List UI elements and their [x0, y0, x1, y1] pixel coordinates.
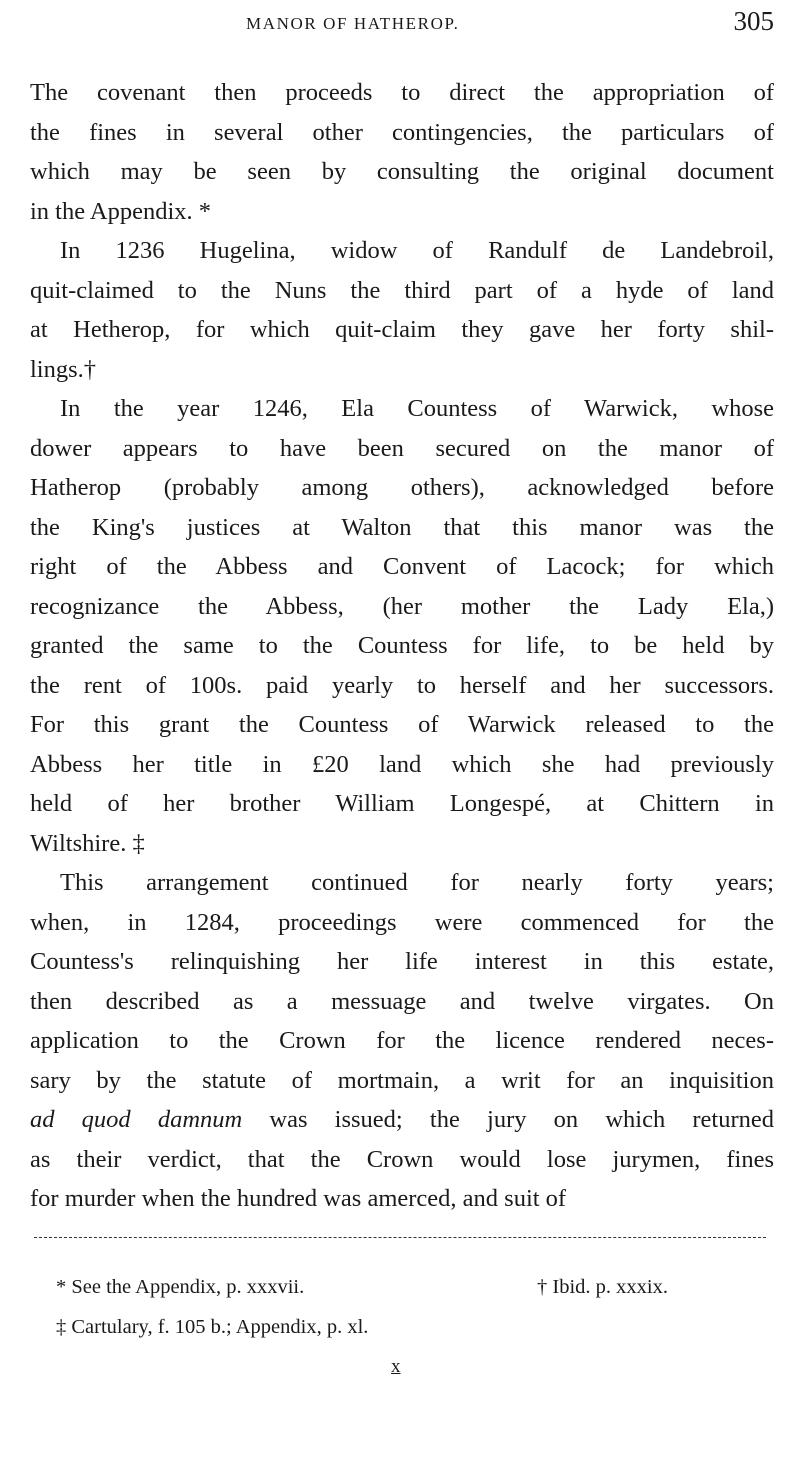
text-line: In the year 1246, Ela Countess of Warwick, whose	[60, 395, 774, 422]
paragraph	[30, 73, 774, 231]
footnote-3: ‡ Cartulary, f. 105 b.; Appendix, p. xl.	[56, 1316, 369, 1338]
footnote-rule	[34, 1237, 766, 1238]
text-line: quit-claimed to the Nuns the third part of a hyde of land	[30, 276, 774, 304]
text-line: as their verdict, that the Crown would lose jurymen, fines	[30, 1145, 774, 1173]
page-number: 305	[733, 6, 774, 36]
text-line: sary by the statute of mortmain, a writ for an inquisition	[30, 1066, 774, 1094]
text-line: This arrangement continued for nearly forty years;	[60, 869, 774, 896]
text-line: the King's justices at Walton that this manor was the	[30, 513, 774, 541]
text-line: The covenant then proceeds to direct the appropriation of	[30, 79, 774, 106]
running-title: MANOR OF HATHEROP.	[246, 14, 460, 33]
footnote-2: † Ibid. p. xxxix.	[537, 1276, 668, 1298]
paragraph	[30, 389, 774, 863]
signature-mark: x	[391, 1356, 401, 1377]
text-line: For this grant the Countess of Warwick released to the	[30, 711, 774, 738]
text-line: recognizance the Abbess, (her mother the Lady Ela,)	[30, 592, 774, 620]
text-line: dower appears to have been secured on the manor of	[30, 434, 774, 462]
footnote-1: * See the Appendix, p. xxxvii.	[56, 1276, 305, 1298]
paragraph	[30, 863, 774, 1219]
text-line: granted the same to the Countess for life, to be held by	[30, 632, 774, 659]
text-line: Hatherop (probably among others), acknowledged before	[30, 474, 774, 501]
text-line: the rent of 100s. paid yearly to herself and her successors.	[30, 671, 774, 699]
text-line: which may be seen by consulting the original document	[30, 158, 774, 185]
text-line: at Hetherop, for which quit-claim they gave her forty shil-	[30, 316, 774, 343]
text-line: for murder when the hundred was amerced, and suit of	[30, 1185, 567, 1212]
text-line: in the Appendix. *	[30, 197, 212, 225]
text-line: right of the Abbess and Convent of Lacock; for which	[30, 553, 774, 580]
text-line: Abbess her title in £20 land which she had previously	[30, 750, 774, 778]
text-line: held of her brother William Longespé, at Chittern in	[30, 790, 774, 817]
paragraph	[30, 231, 774, 389]
text-line: then described as a messuage and twelve virgates. On	[30, 987, 774, 1015]
text-line: In 1236 Hugelina, widow of Randulf de Landebroil,	[60, 237, 774, 264]
text-line: the fines in several other contingencies, the particulars of	[30, 118, 774, 146]
text-line: lings.†	[30, 355, 97, 383]
text-line: when, in 1284, proceedings were commenced for the	[30, 908, 774, 936]
body-text	[30, 73, 774, 1219]
page-header	[0, 6, 800, 42]
text-line: ad quod damnum was issued; the jury on which returned	[30, 1106, 774, 1133]
text-line: Wiltshire. ‡	[30, 829, 145, 857]
text-line: Countess's relinquishing her life interest in this estate,	[30, 948, 774, 975]
text-line: application to the Crown for the licence rendered neces-	[30, 1027, 774, 1054]
